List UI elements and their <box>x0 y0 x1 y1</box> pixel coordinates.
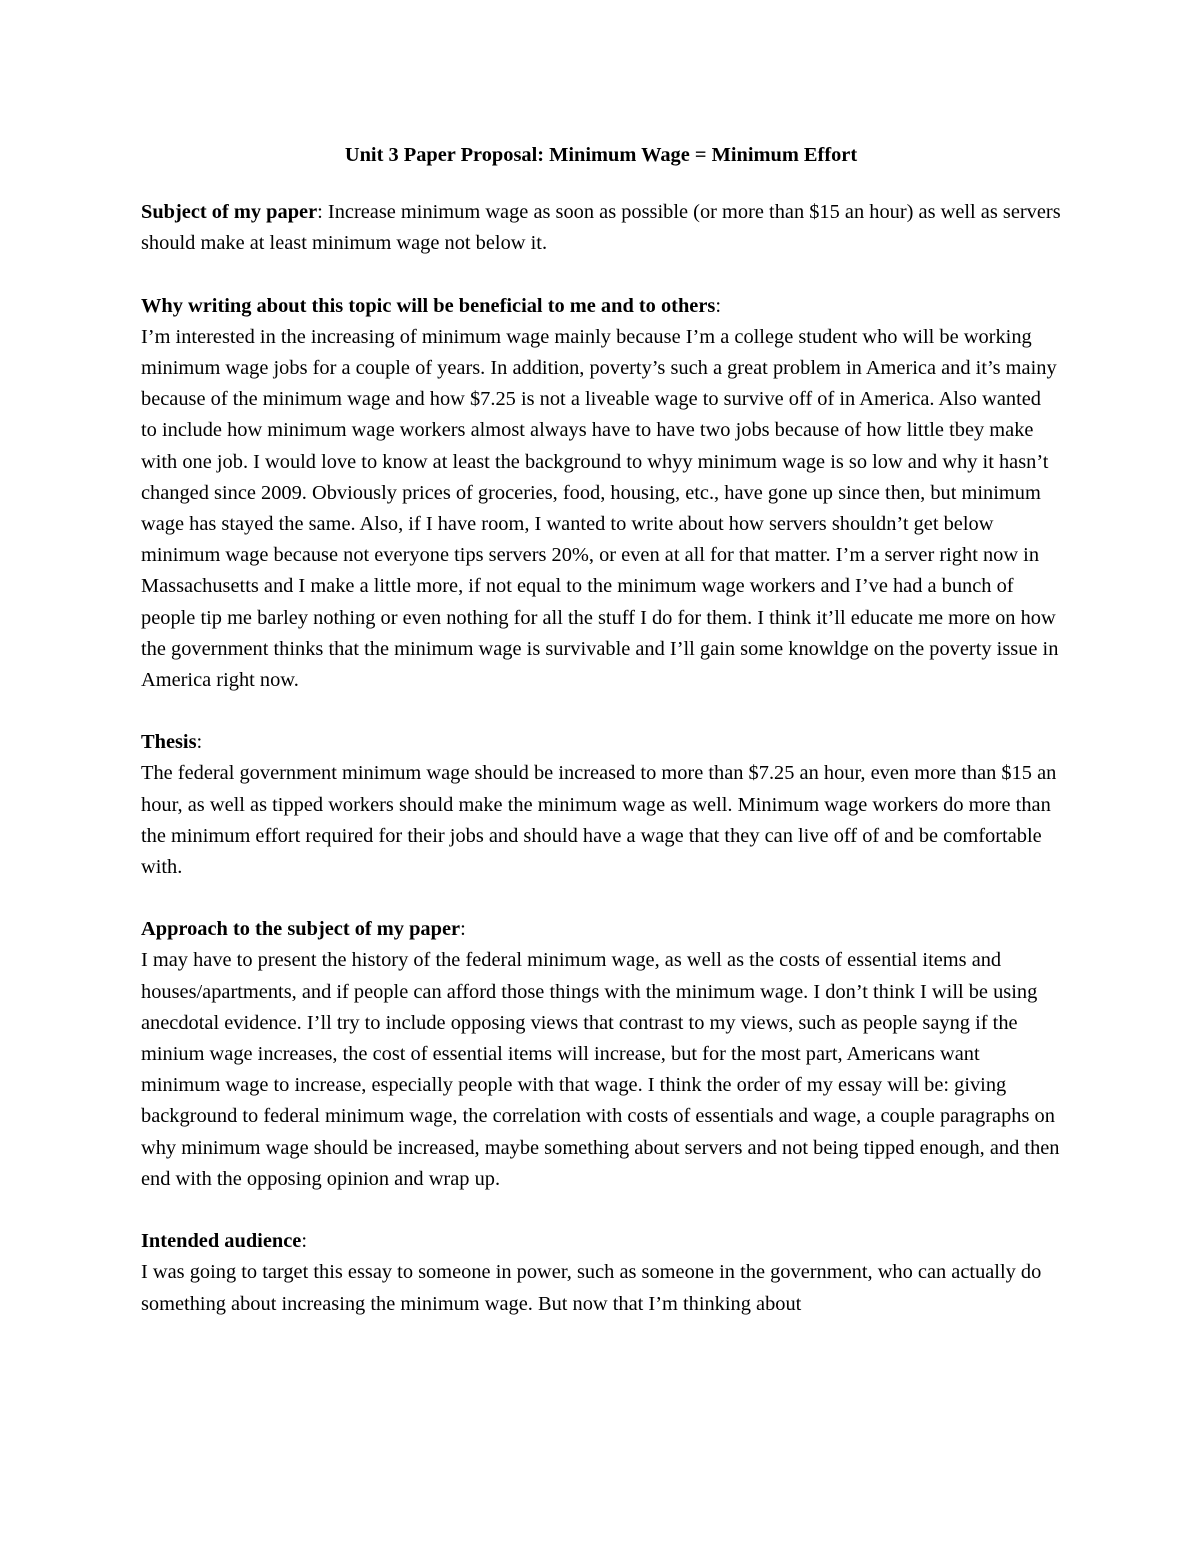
section-label: Why writing about this topic will be beneficial to me and to others <box>141 294 716 317</box>
section-heading <box>141 727 1061 758</box>
section-approach <box>141 914 1061 1195</box>
section-separator: : <box>715 294 722 317</box>
section-heading <box>141 1226 1061 1257</box>
section-label: Approach to the subject of my paper <box>141 918 461 941</box>
subject-paragraph <box>141 197 1061 259</box>
subject-text: Increase minimum wage as soon as possible (or more than $15 an hour) as well as servers should make at least minimum wage not below it. <box>141 201 1061 255</box>
section-label: Intended audience <box>141 1230 302 1253</box>
section-heading <box>141 291 1061 322</box>
section-heading <box>141 914 1061 945</box>
subject-label: Subject of my paper <box>141 201 318 224</box>
subject-separator: : <box>317 201 323 224</box>
section-audience <box>141 1226 1061 1320</box>
section-body: I’m interested in the increasing of minimum wage mainly because I’m a college student who will be working minimum wage jobs for a couple of years. In addition, poverty’s such a great problem in America and it’s mainy because of the minimum wage and how $7.25 is not a liveable wage to survive off of in America. Also wanted to include how minimum wage workers almost always have to have two jobs because of how little tbey make with one job. I would love to know at least the background to whyy minimum wage is so low and why it hasn’t changed since 2009. Obviously prices of groceries, food, housing, etc., have gone up since then, but minimum wage has stayed the same. Also, if I have room, I wanted to write about how servers shouldn’t get below minimum wage because not everyone tips servers 20%, or even at all for that matter. I’m a server right now in Massachusetts and I make a little more, if not equal to the minimum wage workers and I’ve had a bunch of people tip me barley nothing or even nothing for all the stuff I do for them. I think it’ll educate me more on how the government thinks that the minimum wage is survivable and I’ll gain some knowldge on the poverty issue in America right now. <box>141 325 1059 692</box>
document-page <box>141 140 1061 1351</box>
section-body: The federal government minimum wage should be increased to more than $7.25 an hour, even more than $15 an hour, as well as tipped workers should make the minimum wage as well. Minimum wage workers do more than the minimum effort required for their jobs and should have a wage that they can live off of and be comfortable with. <box>141 762 1057 879</box>
section-separator: : <box>196 731 203 754</box>
section-benefits <box>141 291 1061 697</box>
section-thesis <box>141 727 1061 883</box>
section-body: I was going to target this essay to someone in power, such as someone in the government, who can actually do something about increasing the minimum wage. But now that I’m thinking about <box>141 1261 1042 1315</box>
section-separator: : <box>460 918 466 941</box>
section-body: I may have to present the history of the federal minimum wage, as well as the costs of essential items and houses/apartments, and if people can afford those things with the minimum wage. I don’t think I will be using anecdotal evidence. I’ll try to include opposing views that contrast to my views, such as people sayng if the minium wage increases, the cost of essential items will increase, but for the most part, Americans want minimum wage to increase, especially people with that wage. I think the order of my essay will be: giving background to federal minimum wage, the correlation with costs of essentials and wage, a couple paragraphs on why minimum wage should be increased, maybe something about servers and not being tipped enough, and then end with the opposing opinion and wrap up. <box>141 949 1060 1190</box>
section-label: Thesis <box>141 731 197 754</box>
section-separator: : <box>301 1230 307 1253</box>
document-title: Unit 3 Paper Proposal: Minimum Wage = Minimum Effort <box>344 144 858 166</box>
